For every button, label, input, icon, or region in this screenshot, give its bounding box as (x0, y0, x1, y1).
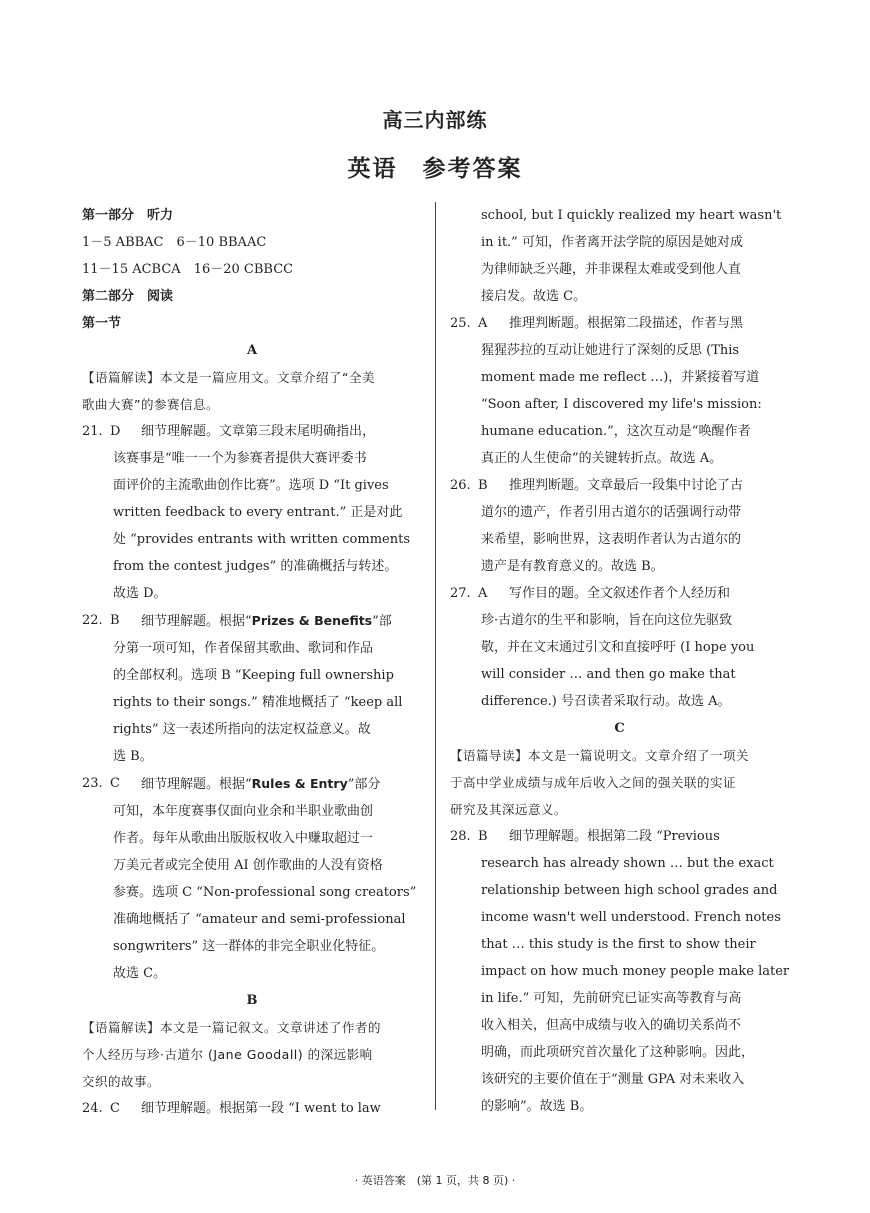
question-number: 27. (450, 586, 471, 601)
part-heading: 第一部分 听力 (82, 208, 174, 223)
answer-item (82, 770, 422, 798)
explanation-line: relationship between high school grades and (481, 883, 778, 898)
explanation-line: 的影响”。故选 B。 (481, 1099, 593, 1114)
explanation-line: 面评价的主流歌曲创作比赛”。选项 D “It gives (113, 478, 389, 493)
question-number: 25. (450, 316, 471, 331)
section-heading: 第一节 (82, 316, 122, 331)
explanation-line: 写作目的题。全文叙述作者个人经历和 (509, 586, 731, 601)
explanation-line: 分第一项可知，作者保留其歌曲、歌词和作品 (113, 641, 374, 656)
page-subtitle: 英语 参考答案 (347, 155, 523, 182)
part-heading: 第二部分 阅读 (82, 289, 174, 304)
answer-row: 11－15 ACBCA 16－20 CBBCC (82, 262, 294, 277)
explanation-line: 万美元者或完全使用 AI 创作歌曲的人没有资格 (113, 858, 383, 873)
passage-intro: 于高中学业成绩与成年后收入之间的强关联的实证 (450, 775, 737, 790)
explanation-line: 真正的人生使命”的关键转折点。故选 A。 (481, 451, 723, 466)
passage-intro: 【语篇解读】本文是一篇应用文。文章介绍了“全美 (82, 370, 375, 385)
explanation-line: 作者。每年从歌曲出版版权收入中赚取超过一 (113, 831, 374, 846)
explanation-line: school, but I quickly realized my heart wasn't (481, 208, 782, 223)
explanation-line: 来希望，影响世界，这表明作者认为古道尔的 (481, 532, 742, 547)
explanation-line: 处 “provides entrants with written comments (113, 532, 411, 547)
passage-intro: 【语篇导读】本文是一篇说明文。文章介绍了一项关 (450, 748, 750, 763)
explanation-line: 参赛。选项 C “Non-professional song creators” (113, 885, 417, 900)
answer-letter: B (478, 478, 488, 493)
passage-label: C (614, 721, 625, 736)
question-number: 23. (82, 776, 103, 791)
explanation-text: 细节理解题。根据“ (141, 777, 252, 792)
question-number: 21. (82, 424, 103, 439)
explanation-line: 推理判断题。文章最后一段集中讨论了古 (509, 478, 744, 493)
explanation-line: in life.” 可知，先前研究已证实高等教育与高 (481, 991, 742, 1006)
answer-letter: C (110, 776, 120, 791)
explanation-line: 故选 C。 (113, 966, 167, 981)
explanation-line: 遗产是有教育意义的。故选 B。 (481, 559, 664, 574)
answer-letter: A (478, 316, 488, 331)
explanation-line: difference.) 号召读者采取行动。故选 A。 (481, 694, 731, 709)
answer-item (82, 607, 422, 635)
explanation-line: 该赛事是“唯一一个为参赛者提供大赛评委书 (113, 451, 367, 466)
explanation-line: 敬，并在文末通过引文和直接呼吁 (I hope you (481, 640, 755, 655)
explanation-line: 该研究的主要价值在于“测量 GPA 对未来收入 (481, 1072, 745, 1087)
answer-item (450, 472, 789, 499)
page-footer: · 英语答案 (第 1 页，共 8 页) · (354, 1174, 516, 1187)
explanation-line: rights to their songs.” 精准地概括了 “keep all (113, 695, 403, 710)
explanation-text: ”部 (372, 614, 392, 629)
explanation-line: in it.” 可知，作者离开法学院的原因是她对成 (481, 235, 743, 250)
explanation-line: 道尔的遗产，作者引用古道尔的话强调行动带 (481, 505, 742, 520)
explanation-line: 推理判断题。根据第二段描述，作者与黑 (509, 316, 744, 331)
question-number: 24. (82, 1101, 103, 1116)
explanation-line: humane education.”，这次互动是“唤醒作者 (481, 424, 751, 439)
answer-item (450, 580, 789, 607)
section-name: Rules & Entry (251, 776, 348, 791)
explanation-line: from the contest judges” 的准确概括与转述。 (113, 559, 398, 574)
answer-item (450, 310, 789, 337)
explanation-line: 为律师缺乏兴趣，并非课程太难或受到他人直 (481, 262, 742, 277)
explanation-line: 细节理解题。根据第二段 “Previous (509, 829, 720, 844)
explanation-line: research has already shown … but the exact (481, 856, 774, 871)
explanation-line: songwriters” 这一群体的非完全职业化特征。 (113, 939, 385, 954)
explanation-line: 猩猩莎拉的互动让她进行了深刻的反思 (This (481, 343, 740, 358)
passage-intro: 歌曲大赛”的参赛信息。 (82, 397, 219, 412)
passage-intro: 交织的故事。 (82, 1074, 161, 1089)
question-number: 28. (450, 829, 471, 844)
explanation-text: 细节理解题。根据“ (141, 614, 252, 629)
right-column (450, 202, 789, 1120)
explanation-line: “Soon after, I discovered my life's mission: (481, 397, 762, 412)
passage-intro: 个人经历与珍·古道尔 (Jane Goodall) 的深远影响 (82, 1047, 373, 1062)
answer-letter: D (110, 424, 121, 439)
answer-item (82, 418, 422, 445)
explanation-line: 细节理解题。文章第三段末尾明确指出， (141, 424, 376, 439)
answer-letter: C (110, 1101, 120, 1116)
answer-item (450, 823, 789, 850)
explanation-text: ”部分 (347, 777, 381, 792)
passage-intro: 【语篇解读】本文是一篇记叙文。文章讲述了作者的 (82, 1020, 382, 1035)
explanation-line: 明确，而此项研究首次量化了这种影响。因此， (481, 1045, 755, 1060)
passage-intro: 研究及其深远意义。 (450, 802, 568, 817)
question-number: 26. (450, 478, 471, 493)
explanation-line: 可知，本年度赛事仅面向业余和半职业歌曲创 (113, 804, 374, 819)
passage-label: B (246, 993, 258, 1008)
explanation-line: 选 B。 (113, 749, 153, 764)
explanation-line: impact on how much money people make later (481, 964, 790, 979)
explanation-line: 珍·古道尔的生平和影响，旨在向这位先驱致 (481, 613, 733, 628)
answer-letter: A (478, 586, 488, 601)
explanation-line: rights” 这一表述所指向的法定权益意义。故 (113, 722, 371, 737)
explanation-line (141, 770, 380, 798)
passage-label: A (246, 343, 258, 358)
explanation-line: will consider … and then go make that (481, 667, 736, 682)
left-column (82, 202, 422, 1122)
answer-letter: B (478, 829, 488, 844)
section-name: Prizes & Benefits (251, 613, 373, 628)
column-divider (435, 202, 436, 1110)
explanation-line: 细节理解题。根据第一段 “I went to law (141, 1101, 381, 1116)
explanation-line: 准确地概括了 “amateur and semi-professional (113, 912, 406, 927)
explanation-line: 收入相关，但高中成绩与收入的确切关系尚不 (481, 1018, 742, 1033)
answer-letter: B (110, 613, 120, 628)
question-number: 22. (82, 613, 103, 628)
explanation-line: 接启发。故选 C。 (481, 289, 587, 304)
answer-row: 1－5 ABBAC 6－10 BBAAC (82, 235, 267, 250)
page-title: 高三内部练 (382, 108, 488, 132)
explanation-line: moment made me reflect …)，并紧接着写道 (481, 370, 760, 385)
explanation-line (141, 607, 392, 635)
explanation-line: income wasn't well understood. French notes (481, 910, 781, 925)
explanation-line: written feedback to every entrant.” 正是对此 (113, 505, 403, 520)
answer-item (82, 1095, 422, 1122)
explanation-line: that … this study is the first to show their (481, 937, 756, 952)
explanation-line: 故选 D。 (113, 586, 167, 601)
explanation-line: 的全部权利。选项 B “Keeping full ownership (113, 668, 394, 683)
